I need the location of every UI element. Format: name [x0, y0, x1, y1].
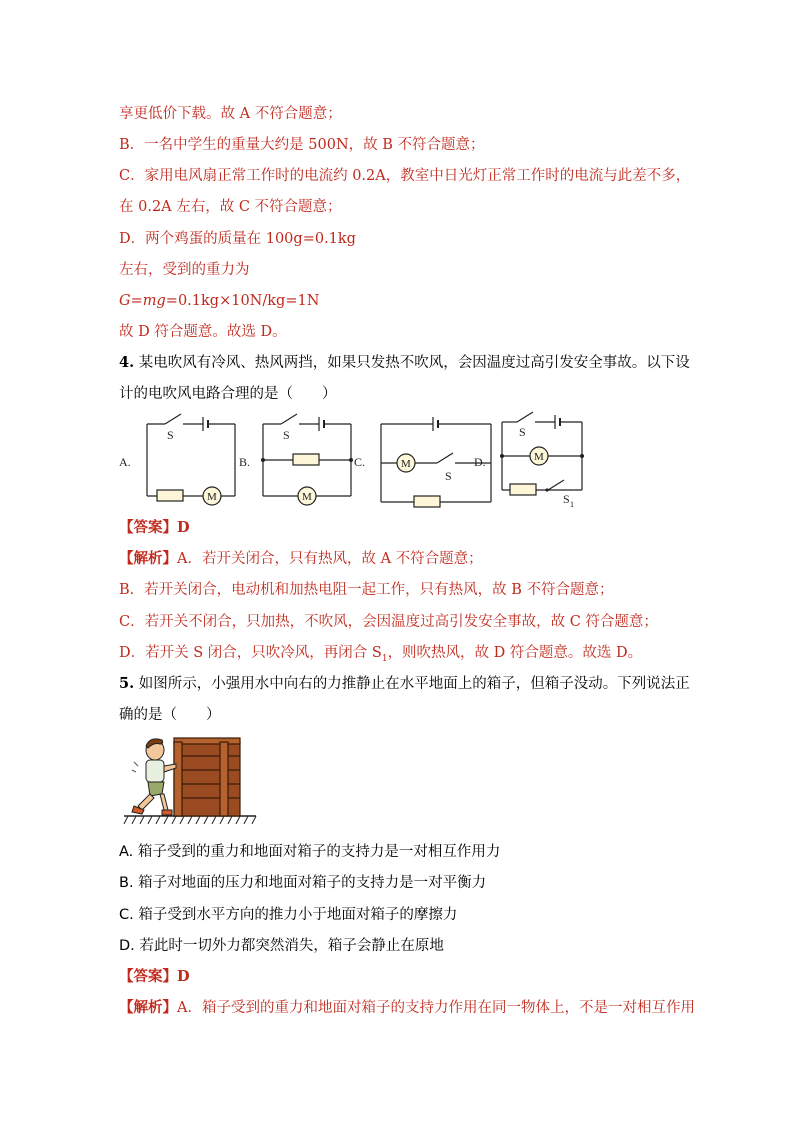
svg-text:S: S — [519, 425, 526, 439]
svg-text:M: M — [207, 491, 217, 503]
text-line: D．若开关 S 闭合，只吹冷风，再闭合 $S_1$，则吹热风，故 D 符合题意。故选 D。 — [119, 645, 643, 664]
svg-text:M: M — [302, 491, 312, 503]
svg-text:S: S — [563, 492, 570, 506]
option-c: C. 箱子受到水平方向的推力小于地面对箱子的摩擦力 — [119, 907, 458, 923]
text-line: 左右，受到的重力为 — [119, 262, 250, 278]
option-b: B. 箱子对地面的压力和地面对箱子的支持力是一对平衡力 — [119, 875, 487, 891]
svg-text:1: 1 — [570, 500, 574, 509]
svg-text:S: S — [167, 428, 174, 442]
circuit-label-b: B. — [239, 455, 251, 469]
text-line: 在 0.2A 左右，故 C 不符合题意； — [119, 199, 342, 215]
question-5-stem-cont: 确的是（ ） — [119, 707, 221, 723]
question-5-stem: 5. 如图所示，小强用水中向右的力推静止在水平地面上的箱子，但箱子没动。下列说法正 — [119, 675, 690, 692]
circuit-diagrams — [115, 408, 595, 518]
question-4-answer: 【答案】D — [119, 519, 190, 536]
text-line: 享更低价下载。故 A 不符合题意； — [119, 106, 342, 122]
svg-text:S: S — [445, 469, 452, 483]
svg-text:M: M — [401, 458, 411, 470]
svg-text:M: M — [534, 451, 544, 463]
boy-pushing-crate-figure — [120, 730, 260, 828]
question-5-answer: 【答案】D — [119, 968, 190, 985]
text-line: 故 D 符合题意。故选 D。 — [119, 324, 287, 340]
option-d: D. 若此时一切外力都突然消失，箱子会静止在原地 — [119, 938, 444, 954]
question-4-stem: 4. 某电吹风有冷风、热风两挡，如果只发热不吹风，会因温度过高引发安全事故。以下设 — [119, 354, 690, 371]
question-4-analysis: 【解析】A．若开关闭合，只有热风，故 A 不符合题意； — [119, 550, 483, 567]
text-line: B．一名中学生的重量大约是 500N，故 B 不符合题意； — [119, 137, 485, 153]
circuit-label-d: D. — [474, 455, 486, 469]
circuit-label-c: C. — [354, 455, 366, 469]
text-line: C．若开关不闭合，只加热，不吹风，会因温度过高引发安全事故，故 C 符合题意； — [119, 614, 658, 630]
question-5-analysis: 【解析】A．箱子受到的重力和地面对箱子的支持力作用在同一物体上，不是一对相互作用 — [119, 999, 695, 1016]
formula-line: G=mg=0.1kg×10N/kg=1N — [119, 293, 320, 309]
text-line: D．两个鸡蛋的质量在 100g=0.1kg — [119, 231, 356, 247]
circuit-label-a: A. — [119, 455, 131, 469]
text-line: C．家用电风扇正常工作时的电流约 0.2A，教室中日光灯正常工作时的电流与此差不多， — [119, 168, 691, 184]
text-line: B．若开关闭合，电动机和加热电阻一起工作，只有热风，故 B 不符合题意； — [119, 582, 614, 598]
option-a: A. 箱子受到的重力和地面对箱子的支持力是一对相互作用力 — [119, 844, 501, 860]
question-4-stem-cont: 计的电吹风电路合理的是（ ） — [119, 386, 337, 402]
svg-text:S: S — [283, 428, 290, 442]
